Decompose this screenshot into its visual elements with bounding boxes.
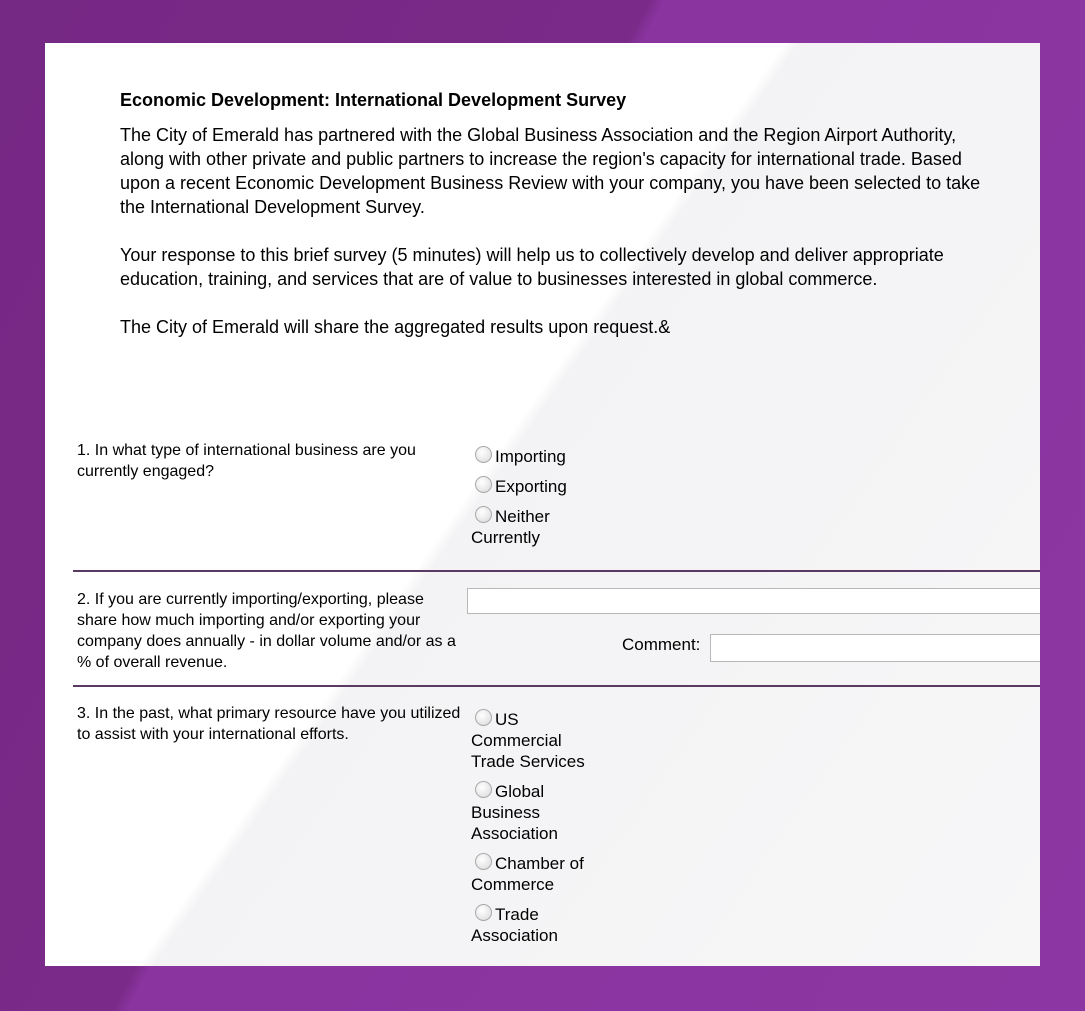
comment-label: Comment: — [622, 635, 701, 654]
radio-button[interactable] — [475, 781, 492, 798]
intro-paragraph-1: The City of Emerald has partnered with the Global Business Association and the Region Airport Authority, along with other private and public partners to increase the region's capacity for international trade. Based upon a recent Economic Development Business Review with your company, you have been selected to take the International Development Survey. — [120, 125, 981, 217]
answer-2-input[interactable] — [467, 588, 1040, 614]
radio-button[interactable] — [475, 506, 492, 523]
question-2-text: 2. If you are currently importing/exporting, please share how much importing and/or exporting your company does annually - in dollar volume and/or as a % of overall revenue. — [77, 591, 456, 671]
question-3-text: 3. In the past, what primary resource have you utilized to assist with your international efforts. — [77, 705, 461, 743]
radio-button[interactable] — [475, 904, 492, 921]
survey-title: Economic Development: International Development Survey — [120, 90, 627, 110]
radio-button[interactable] — [475, 853, 492, 870]
option-importing[interactable]: Importing — [471, 446, 611, 467]
radio-button[interactable] — [475, 446, 492, 463]
option-trade-association[interactable]: Trade Association — [471, 905, 558, 945]
radio-button[interactable] — [475, 476, 492, 493]
option-neither-currently[interactable]: Neither Currently — [471, 507, 550, 547]
survey-intro — [120, 89, 1000, 363]
survey-page — [45, 43, 1040, 966]
question-divider — [73, 685, 1040, 687]
intro-paragraph-2: Your response to this brief survey (5 minutes) will help us to collectively develop and deliver appropriate education, training, and services that are of value to businesses interested in global commerce. — [120, 245, 944, 289]
question-divider — [73, 570, 1040, 572]
question-3-options — [471, 709, 599, 955]
option-exporting[interactable]: Exporting — [471, 476, 611, 497]
radio-button[interactable] — [475, 709, 492, 726]
question-1-options — [471, 446, 611, 557]
option-global-business-association[interactable]: Global Business Association — [471, 782, 558, 843]
comment-input[interactable] — [710, 634, 1040, 662]
intro-paragraph-3: The City of Emerald will share the aggregated results upon request.& — [120, 317, 671, 337]
question-1-text: 1. In what type of international business are you currently engaged? — [77, 442, 416, 480]
option-chamber-of-commerce[interactable]: Chamber of Commerce — [471, 854, 584, 894]
option-us-commercial-trade-services[interactable]: US Commercial Trade Services — [471, 710, 585, 771]
